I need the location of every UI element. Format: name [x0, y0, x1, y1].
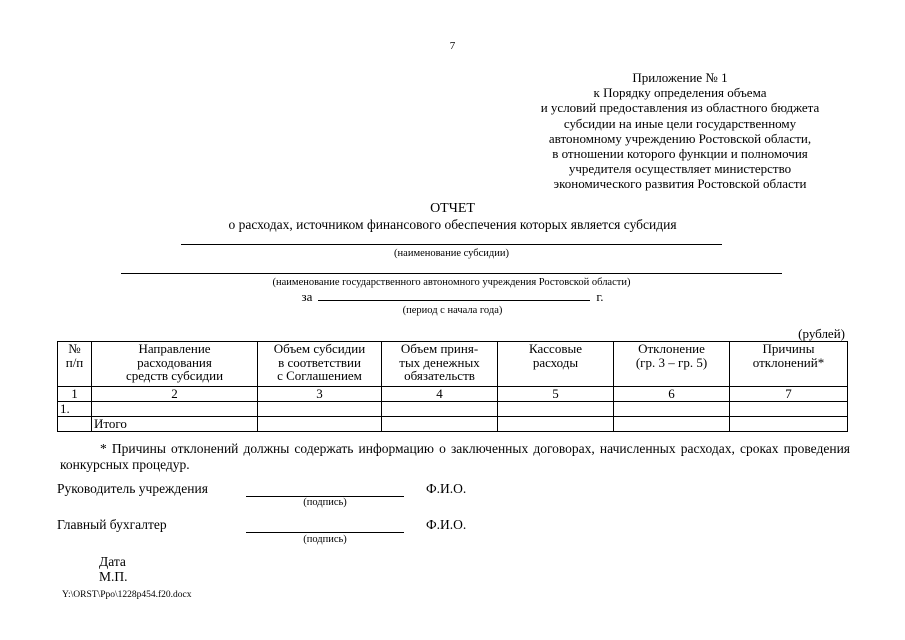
- table-cell[interactable]: [730, 417, 848, 432]
- table-cell[interactable]: [382, 417, 498, 432]
- header-cell: Кассовые расходы: [498, 342, 614, 387]
- appendix-line: экономического развития Ростовской области: [553, 176, 807, 192]
- period-caption: (период с начала года): [402, 305, 503, 316]
- appendix-line: Приложение № 1: [632, 70, 728, 85]
- accountant-signature-line[interactable]: [246, 532, 404, 533]
- table-cell: [58, 417, 92, 432]
- appendix-line: к Порядку определения объема: [593, 85, 767, 101]
- page-number: 7: [449, 40, 456, 52]
- report-table: [57, 341, 848, 432]
- table-cell[interactable]: [382, 402, 498, 417]
- header-cell: Объем приня- тых денежных обязательств: [382, 342, 498, 387]
- institution-name-caption: (наименование государственного автономного учреждения Ростовской области): [272, 277, 631, 288]
- table-cell[interactable]: [730, 402, 848, 417]
- column-number-row: [58, 387, 848, 402]
- header-cell: Объем субсидии в соответствии с Соглашением: [258, 342, 382, 387]
- appendix-line: автономному учреждению Ростовской области,: [548, 130, 812, 146]
- column-number: 2: [92, 387, 258, 402]
- footnote: * Причины отклонений должны содержать информацию о заключенных договорах, начисленных расходах, сроках проведения конкурсных процедур.: [60, 441, 850, 472]
- header-cell: Причины отклонений*: [730, 342, 848, 387]
- date-label: Дата: [99, 554, 126, 569]
- accountant-name: Ф.И.О.: [426, 517, 467, 532]
- header-cell: № п/п: [58, 342, 92, 387]
- table-header-row: [58, 342, 848, 387]
- table-row: [58, 402, 848, 417]
- period-line[interactable]: [318, 289, 590, 301]
- table-cell[interactable]: [92, 402, 258, 417]
- table-total-row: [58, 417, 848, 432]
- column-number: 7: [730, 387, 848, 402]
- period-suffix: г.: [596, 289, 604, 304]
- appendix-line: в отношении которого функции и полномочия: [552, 146, 808, 162]
- table-cell[interactable]: [498, 417, 614, 432]
- header-cell: Направление расходования средств субсидии: [92, 342, 258, 387]
- column-number: 1: [58, 387, 92, 402]
- subsidy-name-caption: (наименование субсидии): [394, 248, 509, 259]
- column-number: 6: [614, 387, 730, 402]
- appendix-line: субсидии на иные цели государственному: [563, 115, 797, 131]
- accountant-label: Главный бухгалтер: [57, 517, 167, 532]
- file-path: Y:\ORST\Ppo\1228p454.f20.docx: [62, 590, 192, 600]
- table-cell[interactable]: [258, 402, 382, 417]
- head-label: Руководитель учреждения: [57, 481, 208, 496]
- appendix-line: и условий предоставления из областного бюджета: [540, 100, 820, 116]
- table-cell[interactable]: [498, 402, 614, 417]
- units-label: (рублей): [798, 326, 845, 341]
- appendix-line: учредителя осуществляет министерство: [568, 161, 792, 177]
- total-label: Итого: [92, 417, 258, 432]
- stamp-label: М.П.: [99, 569, 128, 584]
- head-name: Ф.И.О.: [426, 481, 467, 496]
- institution-name-line[interactable]: [121, 273, 782, 274]
- accountant-signature-caption: (подпись): [303, 534, 347, 545]
- row-number: 1.: [58, 402, 92, 417]
- table-cell[interactable]: [258, 417, 382, 432]
- table-cell[interactable]: [614, 402, 730, 417]
- subsidy-name-line[interactable]: [181, 244, 722, 245]
- head-signature-caption: (подпись): [303, 497, 347, 508]
- report-subtitle: о расходах, источником финансового обеспечения которых является субсидия: [228, 217, 677, 232]
- column-number: 5: [498, 387, 614, 402]
- period-row: [0, 289, 905, 305]
- header-cell: Отклонение (гр. 3 – гр. 5): [614, 342, 730, 387]
- column-number: 4: [382, 387, 498, 402]
- appendix-header: [480, 70, 880, 192]
- period-prefix: за: [301, 289, 313, 304]
- table-cell[interactable]: [614, 417, 730, 432]
- report-title: ОТЧЕТ: [430, 201, 475, 216]
- column-number: 3: [258, 387, 382, 402]
